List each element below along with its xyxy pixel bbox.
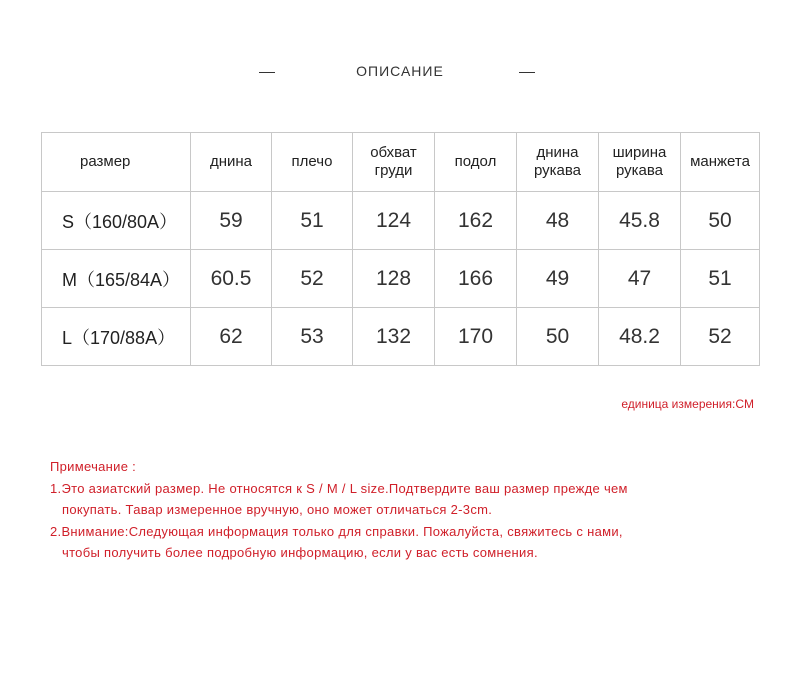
table-cell: 50 xyxy=(517,308,599,366)
table-cell: 53 xyxy=(272,308,353,366)
table-cell: 170 xyxy=(435,308,517,366)
table-cell: 50 xyxy=(681,192,760,250)
note-line: чтобы получить более подробную информацию, если у вас есть сомнения. xyxy=(62,545,538,560)
header-label: днина xyxy=(209,153,253,170)
size-cell: L（170/88A） xyxy=(42,308,191,366)
table-cell: 47 xyxy=(599,250,681,308)
header-size xyxy=(42,133,191,192)
table-row xyxy=(42,250,760,308)
size-cell: S（160/80A） xyxy=(42,192,191,250)
table-cell: 124 xyxy=(353,192,435,250)
header-shoulder xyxy=(272,133,353,192)
note-line: покупать. Тавар измеренное вручную, оно может отличаться 2-3cm. xyxy=(62,502,493,517)
header-hem xyxy=(435,133,517,192)
table-cell: 45.8 xyxy=(599,192,681,250)
table-cell: 49 xyxy=(517,250,599,308)
table-row xyxy=(42,308,760,366)
size-cell: M（165/84A） xyxy=(42,250,191,308)
table-cell: 62 xyxy=(191,308,272,366)
table-cell: 52 xyxy=(272,250,353,308)
table-cell: 48.2 xyxy=(599,308,681,366)
note-line: 1.Это азиатский размер. Не относятся к S / M / L size.Подтвердите ваш размер прежде чем xyxy=(50,480,628,496)
notes-block xyxy=(50,456,628,564)
header-label: обхват xyxy=(370,144,417,161)
table-row xyxy=(42,192,760,250)
note-line: 2.Внимание:Следующая информация только для справки. Пожалуйста, свяжитесь с нами, xyxy=(50,523,623,539)
section-title-row xyxy=(0,62,790,84)
header-label: днина xyxy=(536,144,579,161)
header-label: груди xyxy=(374,162,413,179)
header-chest xyxy=(353,133,435,192)
table-cell: 162 xyxy=(435,192,517,250)
section-title: ОПИСАНИЕ xyxy=(356,63,444,79)
header-label: ширина xyxy=(612,144,667,161)
table-cell: 60.5 xyxy=(191,250,272,308)
table-cell: 128 xyxy=(353,250,435,308)
header-label: рукава xyxy=(533,162,582,179)
header-sleeve-length xyxy=(517,133,599,192)
header-sleeve-width xyxy=(599,133,681,192)
header-label: плечо xyxy=(291,153,333,170)
table-cell: 59 xyxy=(191,192,272,250)
table-cell: 51 xyxy=(272,192,353,250)
header-label: подол xyxy=(454,153,497,170)
header-cuff xyxy=(681,133,760,192)
table-cell: 52 xyxy=(681,308,760,366)
notes-heading: Примечание : xyxy=(50,459,137,474)
unit-note: единица измерения:CM xyxy=(621,397,754,411)
header-label: рукава xyxy=(615,162,664,179)
table-header-row xyxy=(42,133,760,192)
table-cell: 166 xyxy=(435,250,517,308)
header-length xyxy=(191,133,272,192)
size-chart-table xyxy=(41,132,760,366)
table-cell: 48 xyxy=(517,192,599,250)
header-label: манжета xyxy=(690,153,750,170)
table-cell: 132 xyxy=(353,308,435,366)
table-cell: 51 xyxy=(681,250,760,308)
title-dash-right xyxy=(519,72,535,73)
header-label: размер xyxy=(80,153,131,170)
